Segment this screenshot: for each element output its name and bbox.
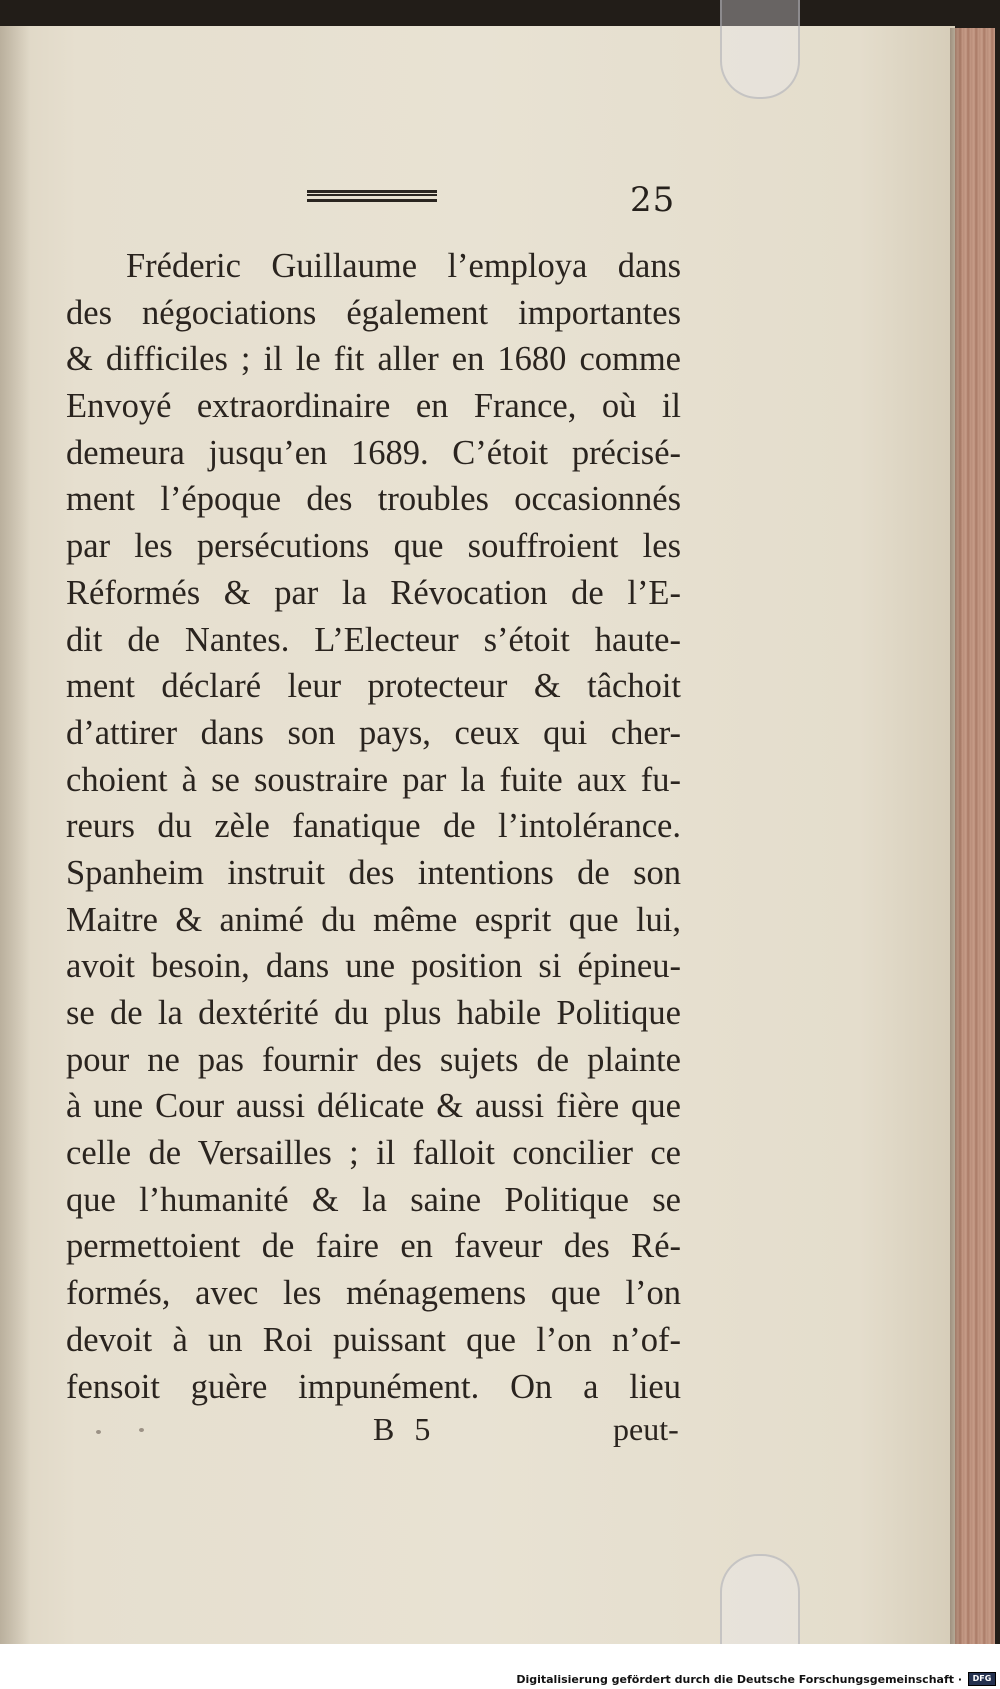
text-line: reurs du zèle fanatique de l’intolérance.: [66, 807, 681, 846]
fore-edge-shadow: [950, 28, 962, 1644]
text-line: se de la dextérité du plus habile Politique: [66, 994, 681, 1032]
text-line: par les persécutions que souffroient les: [66, 527, 681, 566]
text-line: celle de Versailles ; il falloit concilier ce: [66, 1134, 681, 1173]
header-ornament-rule: [307, 190, 437, 202]
text-line: Réformés & par la Révocation de l’E-: [66, 573, 681, 612]
text-line: dit de Nantes. L’Electeur s’étoit haute-: [66, 620, 681, 659]
page-clip-top: [720, 0, 800, 99]
text-line: Spanheim instruit des intentions de son: [66, 853, 681, 892]
text-line: fensoit guère impunément. On a lieu: [66, 1367, 681, 1406]
text-line: formés, avec les ménagemens que l’on: [66, 1274, 681, 1313]
dfg-logo: DFG: [968, 1672, 996, 1686]
text-line: Envoyé extraordinaire en France, où il: [66, 387, 681, 426]
text-line: & difficiles ; il le fit aller en 1680 comme: [66, 340, 681, 379]
text-line: d’attirer dans son pays, ceux qui cher-: [66, 713, 681, 752]
text-line: ment déclaré leur protecteur & tâchoit: [66, 667, 681, 706]
text-line: devoit à un Roi puissant que l’on n’of-: [66, 1320, 681, 1359]
signature-mark: B 5: [373, 1411, 437, 1447]
funding-credit: Digitalisierung gefördert durch die Deutsche Forschungsgemeinschaft ·: [516, 1673, 962, 1686]
text-line: des négociations également importantes: [66, 293, 681, 332]
text-line: à une Cour aussi délicate & aussi fière que: [66, 1087, 681, 1126]
page-number: 25: [630, 180, 676, 220]
text-line: avoit besoin, dans une position si épineu-: [66, 947, 681, 986]
body-text: [66, 243, 681, 1410]
text-line: pour ne pas fournir des sujets de plainte: [66, 1040, 681, 1079]
paper-speck: [139, 1428, 144, 1432]
catchword: peut-: [613, 1411, 679, 1447]
text-line: permettoient de faire en faveur des Ré-: [66, 1227, 681, 1266]
text-line: ment l’époque des troubles occasionnés: [66, 480, 681, 519]
text-line: Fréderic Guillaume l’employa dans: [126, 247, 681, 285]
text-line: Maitre & animé du même esprit que lui,: [66, 900, 681, 939]
text-line: choient à se soustraire par la fuite aux fu-: [66, 760, 681, 799]
text-line: que l’humanité & la saine Politique se: [66, 1180, 681, 1219]
text-line: demeura jusqu’en 1689. C’étoit précisé-: [66, 433, 681, 472]
paper-speck: [96, 1430, 101, 1434]
gutter-shadow: [0, 26, 30, 1644]
